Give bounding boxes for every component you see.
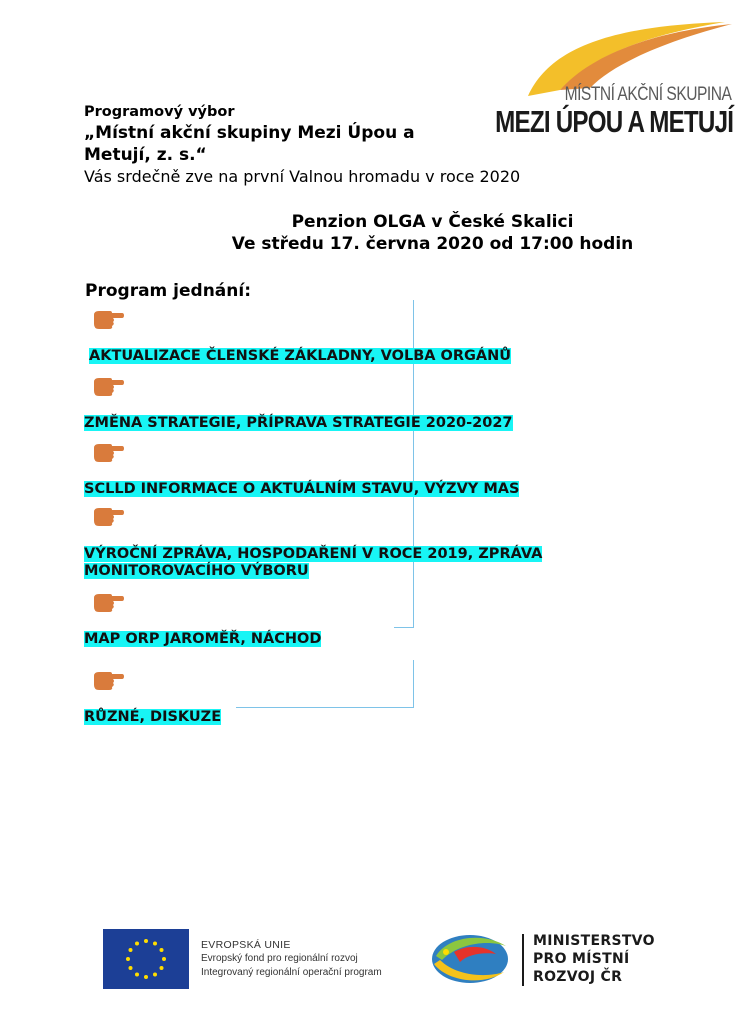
program-item-text: VÝROČNÍ ZPRÁVA, HOSPODAŘENÍ V ROCE 2019, ZPRÁVA (84, 546, 543, 562)
organization-name-line2: Metují, z. s.“ (84, 145, 207, 165)
ministry-name-line1: MINISTERSTVO (533, 933, 655, 949)
program-item-text: SCLLD INFORMACE O AKTUÁLNÍM STAVU, VÝZVY MAS (84, 481, 520, 497)
eu-funding-text (201, 938, 382, 980)
venue-date: Ve středu 17. června 2020 od 17:00 hodin (231, 234, 634, 254)
eu-label: EVROPSKÁ UNIE (201, 939, 291, 951)
eu-stars-icon (103, 929, 189, 989)
program-item (84, 631, 321, 648)
eu-fund-label: Evropský fond pro regionální rozvoj (201, 953, 358, 964)
program-item-text: AKTUALIZACE ČLENSKÉ ZÁKLADNY, VOLBA ORGÁNŮ (89, 348, 512, 364)
ministry-divider (522, 934, 524, 986)
venue-block (0, 211, 755, 255)
program-item (84, 415, 513, 432)
divider-line (413, 660, 414, 708)
venue-place: Penzion OLGA v České Skalici (291, 212, 574, 232)
eu-program-label: Integrovaný regionální operační program (201, 967, 382, 978)
program-item-text: ZMĚNA STRATEGIE, PŘÍPRAVA STRATEGIE 2020-2027 (84, 415, 513, 431)
pointing-hand-icon (92, 376, 124, 398)
irop-logo-icon (424, 930, 510, 988)
pointing-hand-icon (92, 670, 124, 692)
ministry-name-line3: ROZVOJ ČR (533, 969, 623, 985)
pointing-hand-icon (92, 592, 124, 614)
pointing-hand-icon (92, 309, 124, 331)
organization-name-line1: „Místní akční skupiny Mezi Úpou a (84, 123, 415, 143)
program-item-text: MAP ORP JAROMĚŘ, NÁCHOD (84, 631, 322, 647)
logo-text-line1: MÍSTNÍ AKČNÍ SKUPINA (564, 84, 731, 105)
program-item (89, 348, 511, 365)
invitation-text: Vás srdečně zve na první Valnou hromadu v roce 2020 (84, 167, 521, 186)
logo-text-line2: MEZI ÚPOU A METUJÍ (494, 104, 733, 139)
divider-line (394, 627, 414, 628)
program-item (84, 481, 519, 498)
program-item-text: RŮZNÉ, DISKUZE (84, 709, 222, 725)
invitation-header (84, 103, 624, 188)
pointing-hand-icon (92, 442, 124, 464)
ministry-name-line2: PRO MÍSTNÍ (533, 951, 630, 967)
program-item (84, 709, 221, 726)
organization-name (84, 122, 464, 166)
pointing-hand-icon (92, 506, 124, 528)
divider-line (236, 707, 414, 708)
program-item (84, 546, 542, 580)
program-title: Program jednání: (85, 281, 252, 301)
eu-flag (103, 929, 189, 989)
program-item-text: MONITOROVACÍHO VÝBORU (84, 563, 309, 579)
ministry-name (533, 932, 655, 986)
committee-name: Programový výbor (84, 104, 235, 120)
